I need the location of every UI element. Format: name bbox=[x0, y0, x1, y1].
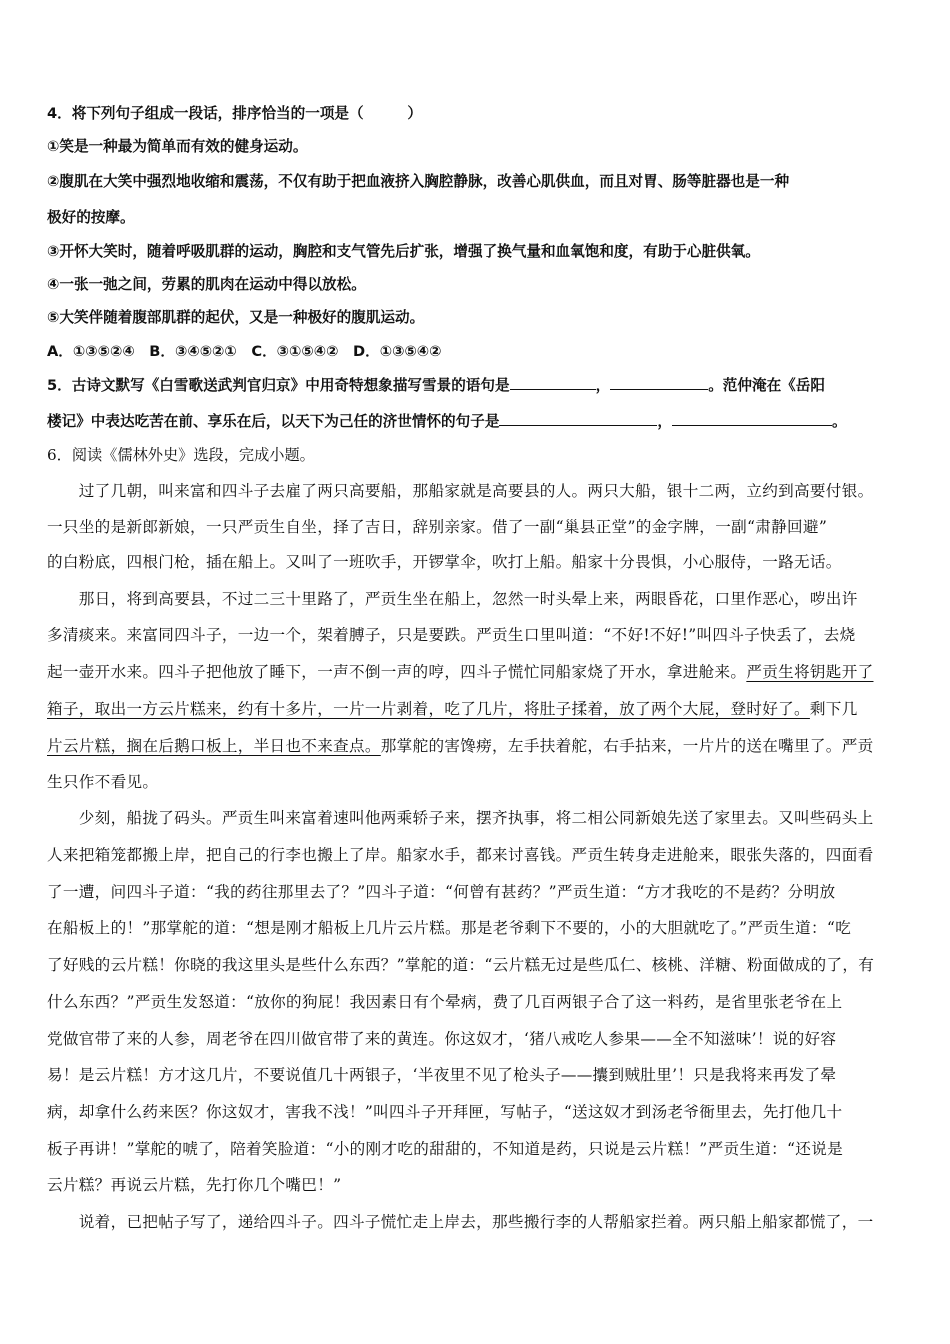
passage-p3-line-1: 少刻，船拢了码头。严贡生叫来富着速叫他两乘轿子来，摆齐执事，将二相公同新娘先送了家里去。又叫些码头上 bbox=[47, 809, 874, 827]
q4-options: A．①③⑤②④ B．③④⑤②① C．③①⑤④② D．①③⑤④② bbox=[47, 343, 442, 360]
passage-p3-line-7: 党做官带了来的人参，周老爷在四川做官带了来的黄连。你这奴才，‘猪八戒吃人参果——全不知滋味’！说的好容 bbox=[47, 1030, 837, 1048]
q5-answer-blank-2[interactable] bbox=[610, 375, 708, 390]
passage-p3-line-6: 什么东西？”严贡生发怒道：“放你的狗屁！我因素日有个晕病，费了几百两银子合了这一料药，是省里张老爷在上 bbox=[47, 993, 843, 1011]
passage-p2-line-5-text: 那掌舵的害馋痨，左手扶着舵，右手拈来，一片片的送在嘴里了。严贡 bbox=[380, 737, 874, 755]
passage-p2-line-4 bbox=[47, 697, 858, 719]
passage-p2-line-2: 多清痰来。来富同四斗子，一边一个，架着膊子，只是要跌。严贡生口里叫道：“不好!不好!”叫四斗子快丢了，去烧 bbox=[47, 626, 856, 644]
passage-p3-line-5: 了好贱的云片糕！你晓的我这里头是些什么东西？”掌舵的道：“云片糕无过是些瓜仁、核桃、洋糖、粉面做成的了，有 bbox=[47, 956, 875, 974]
passage-p2-line-4-text: 剩下几 bbox=[809, 700, 858, 718]
passage-p1-line-2: 一只坐的是新郎新娘，一只严贡生自坐，择了吉日，辞别亲家。借了一副“巢县正堂”的金字牌，一副“肃静回避” bbox=[47, 518, 828, 536]
q5-answer-blank-4[interactable] bbox=[672, 411, 832, 426]
q5-line-2 bbox=[47, 410, 847, 431]
passage-p3-line-8: 易！是云片糕！方才这几片，不要说值几十两银子，‘半夜里不见了枪头子——攮到贼肚里’！只是我将来再发了晕 bbox=[47, 1066, 837, 1084]
q5-prompt-2: 楼记》中表达吃苦在前、享乐在后，以天下为己任的济世情怀的句子是 bbox=[47, 413, 500, 430]
q5-prompt-1-end: 。范仲淹在《岳阳 bbox=[708, 377, 825, 394]
q4-sentence-3: ③开怀大笑时，随着呼吸肌群的运动，胸腔和支气管先后扩张，增强了换气量和血氧饱和度，有助于心脏供氧。 bbox=[47, 243, 760, 260]
passage-p2-line-6: 生只作不看见。 bbox=[47, 773, 159, 791]
passage-p3-line-9: 病，却拿什么药来医？你这奴才，害我不浅！”叫四斗子开拜匣，写帖子，“送这奴才到汤老爷衙里去，先打他几十 bbox=[47, 1103, 843, 1121]
underlined-sentence-part-2: 箱子，取出一方云片糕来，约有十多片，一片一片剥着，吃了几片，将肚子揉着，放了两个大屁，登时好了。 bbox=[47, 700, 810, 718]
passage-p3-line-10: 板子再讲！”掌舵的唬了，陪着笑脸道：“小的刚才吃的甜甜的，不知道是药，只说是云片糕！”严贡生道：“还说是 bbox=[47, 1140, 843, 1158]
q5-prompt-2-end: 。 bbox=[832, 413, 847, 430]
q5-answer-blank-1[interactable] bbox=[510, 375, 596, 390]
passage-p2-line-5 bbox=[47, 734, 874, 756]
passage-p4-line-1: 说着，已把帖子写了，递给四斗子。四斗子慌忙走上岸去，那些搬行李的人帮船家拦着。两只船上船家都慌了，一 bbox=[47, 1213, 874, 1231]
passage-p1-line-3: 的白粉底，四根门枪，插在船上。又叫了一班吹手，开锣掌伞，吹打上船。船家十分畏惧，小心服侍，一路无话。 bbox=[47, 553, 842, 571]
q4-stem: 4．将下列句子组成一段话，排序恰当的一项是（ ） bbox=[47, 105, 423, 122]
passage-p2-line-1: 那日，将到高要县，不过二三十里路了，严贡生坐在船上，忽然一时头晕上来，两眼昏花，口里作恶心，哕出许 bbox=[47, 590, 858, 608]
passage-p2-line-3 bbox=[47, 660, 873, 682]
underlined-sentence-part-1: 严贡生将钥匙开了 bbox=[746, 663, 874, 681]
q4-sentence-5: ⑤大笑伴随着腹部肌群的起伏，又是一种极好的腹肌运动。 bbox=[47, 309, 425, 326]
q4-sentence-4: ④一张一弛之间，劳累的肌肉在运动中得以放松。 bbox=[47, 276, 366, 293]
passage-p1-line-1: 过了几朝，叫来富和四斗子去雇了两只高要船，那船家就是高要县的人。两只大船，银十二两，立约到高要付银。 bbox=[47, 482, 874, 500]
q5-line-1 bbox=[47, 374, 825, 395]
q4-sentence-2b: 极好的按摩。 bbox=[47, 209, 135, 226]
passage-p2-line-3-text: 起一壶开水来。四斗子把他放了睡下，一声不倒一声的哼，四斗子慌忙同船家烧了开水，拿进舱来。 bbox=[47, 663, 747, 681]
q6-stem: 6．阅读《儒林外史》选段，完成小题。 bbox=[47, 446, 315, 464]
passage-p3-line-2: 人来把箱笼都搬上岸，把自己的行李也搬上了岸。船家水手，都来讨喜钱。严贡生转身走进舱来，眼张失落的，四面看 bbox=[47, 846, 874, 864]
passage-p3-line-3: 了一遭，问四斗子道：“我的药往那里去了？”四斗子道：“何曾有甚药？”严贡生道：“方才我吃的不是药？分明放 bbox=[47, 883, 836, 901]
q5-separator-1: ， bbox=[595, 377, 611, 394]
q5-answer-blank-3[interactable] bbox=[499, 411, 657, 426]
q4-sentence-2a: ②腹肌在大笑中强烈地收缩和震荡，不仅有助于把血液挤入胸腔静脉，改善心肌供血，而且对胃、肠等脏器也是一种 bbox=[47, 173, 790, 190]
q4-sentence-1: ①笑是一种最为简单而有效的健身运动。 bbox=[47, 138, 308, 155]
passage-p3-line-4: 在船板上的！”那掌舵的道：“想是刚才船板上几片云片糕。那是老爷剩下不要的，小的大胆就吃了。”严贡生道：“吃 bbox=[47, 919, 852, 937]
q5-prompt-1: 5．古诗文默写《白雪歌送武判官归京》中用奇特想象描写雪景的语句是 bbox=[47, 377, 510, 394]
passage-p3-line-11: 云片糕？再说云片糕，先打你几个嘴巴！” bbox=[47, 1176, 342, 1194]
underlined-sentence-part-3: 片云片糕，搁在后鹅口板上，半日也不来查点。 bbox=[47, 737, 381, 755]
q5-separator-2: ， bbox=[657, 413, 673, 430]
